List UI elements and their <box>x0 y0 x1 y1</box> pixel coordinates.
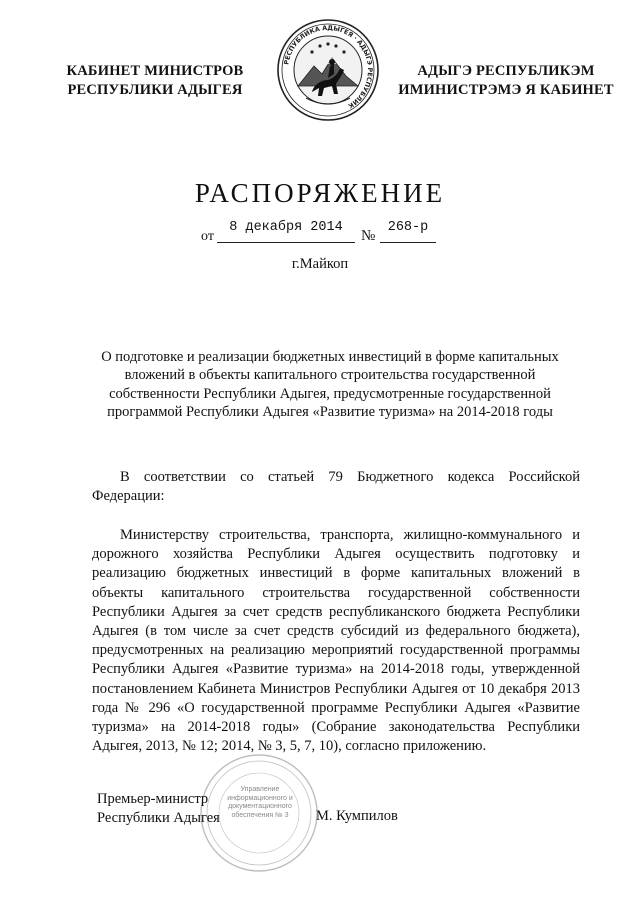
issuer-line-2: РЕСПУБЛИКИ АДЫГЕЯ <box>67 82 243 98</box>
date-prefix: от <box>201 229 214 244</box>
body-paragraph: Министерству строительства, транспорта, жилищно-коммунального и дорожного хозяйства Республики Адыгея осуществить подготовку и реализацию бюджетных инвестиций в форме капитальных вложений в объекты капитального строительства государственной собственности Республики Адыгея за счет средств республиканского бюджета Республики Адыгея (в том числе за счет средств субсидий из федерального бюджета), предусмотренных на реализацию мероприятий государственной программы Республики Адыгея «Развитие туризма» на 2014-2018 годы, утвержденной постановлением Кабинета Министров Республики Адыгея от 10 декабря 2013 года № 296 «О государственной программе Республики Адыгея «Развитие туризма» на 2014-2018 годы» (Собрание законодательства Республики Адыгея, 2013, № 12; 2014, № 3, 5, 7, 10), согласно приложению. <box>92 527 580 755</box>
date-underline <box>217 242 355 243</box>
signatory-name: М. Кумпилов <box>316 808 398 824</box>
stamp-text: Управление информационного и документационного обеспечения № 3 <box>227 786 293 819</box>
issuer-adyghe-line-2: ИМИНИСТРЭМЭ Я КАБИНЕТ <box>398 82 614 98</box>
signatory-position <box>97 790 220 827</box>
number-sign: № <box>361 228 376 244</box>
document-type-title: РАСПОРЯЖЕНИЕ <box>194 178 446 208</box>
signatory-position-line-2: Республики Адыгея <box>97 809 220 826</box>
document-subject: О подготовке и реализации бюджетных инвестиций в форме капитальных вложений в объекты капитального строительства государственной собственности Республики Адыгея, предусмотренные государственной программой Республики Адыгея «Развитие туризма» на 2014-2018 годы <box>101 349 559 421</box>
preamble-paragraph: В соответствии со статьей 79 Бюджетного кодекса Российской Федерации: <box>92 469 580 504</box>
issuer-adyghe-line-1: АДЫГЭ РЕСПУБЛИКЭМ <box>417 63 595 79</box>
issue-city: г.Майкоп <box>291 256 349 272</box>
date-number-row <box>0 220 640 246</box>
emblem-ring-text: РЕСПУБЛИКА АДЫГЕЯ · АДЫГЭ РЕСПУБЛИК <box>282 23 375 110</box>
document-number: 268-р <box>387 220 429 235</box>
signatory-position-line-1: Премьер-министр <box>97 791 209 807</box>
issuer-line-1: КАБИНЕТ МИНИСТРОВ <box>66 63 244 79</box>
issuer-name-adyghe <box>382 62 630 100</box>
republic-coat-of-arms-icon <box>276 18 380 122</box>
number-underline <box>380 242 436 243</box>
issuer-name-russian <box>40 62 270 100</box>
document-date: 8 декабря 2014 <box>229 220 343 235</box>
